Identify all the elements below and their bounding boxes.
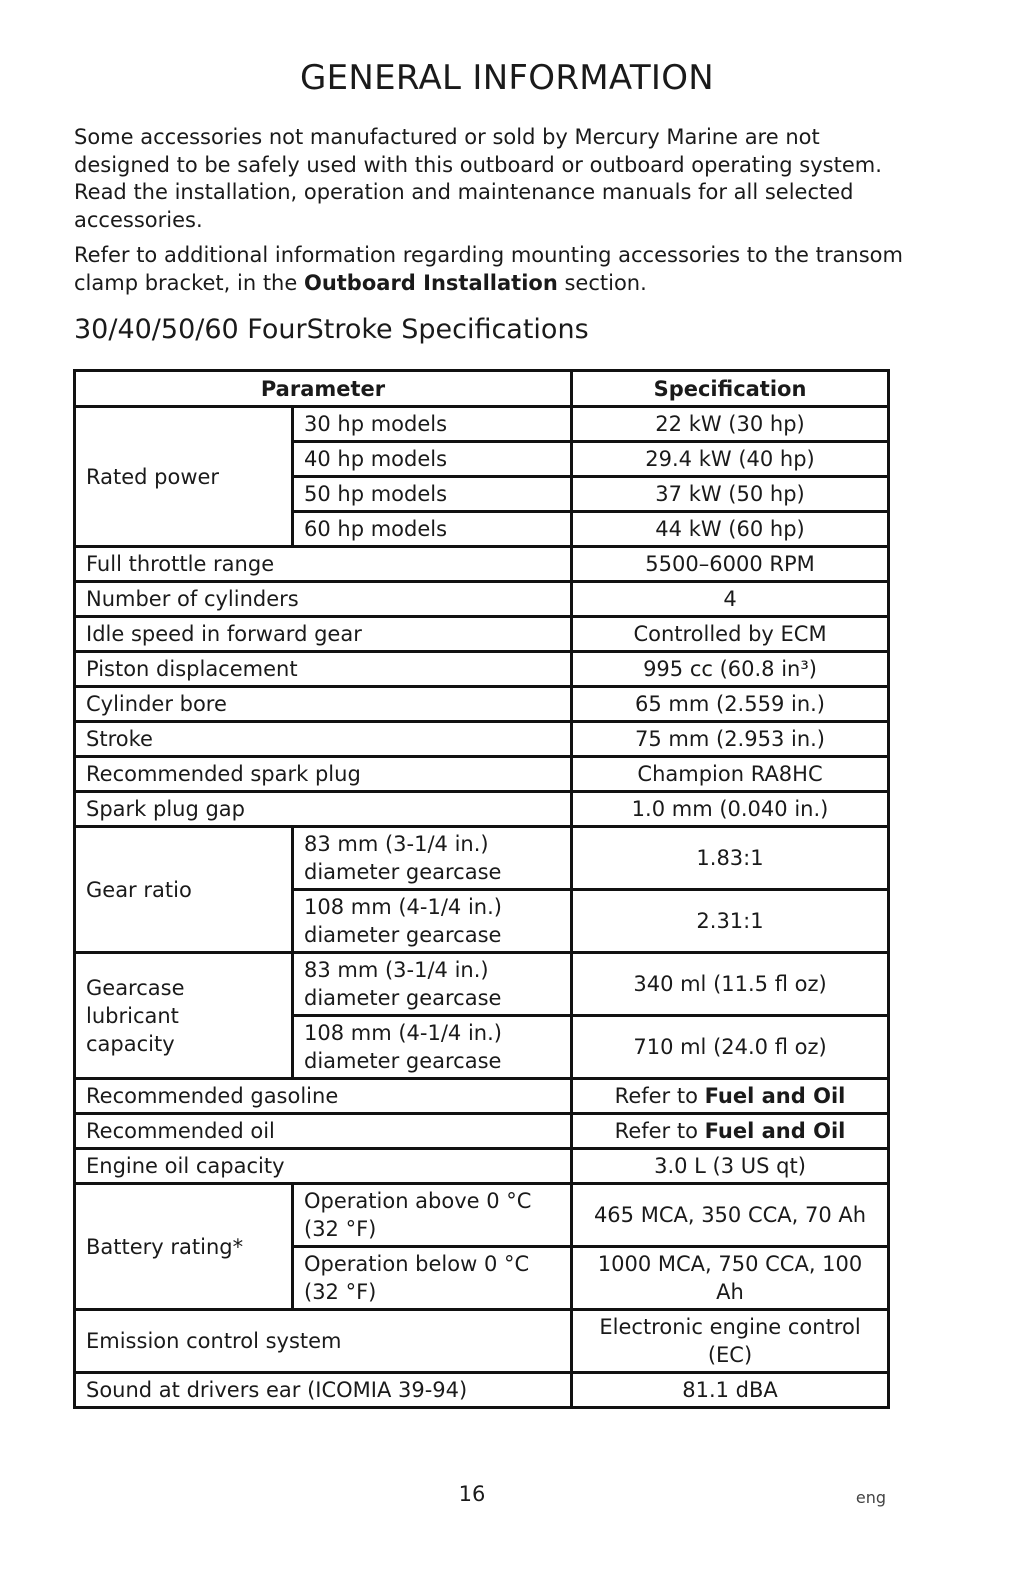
sub-line-1: 83 mm (3-1/4 in.) [304,832,489,856]
intro-paragraph-1: Some accessories not manufactured or sold by Mercury Marine are not designed to be safely used with this outboard or outboard operating system. Read the installation, operation and maintenance manuals for all selected accessories. [74,125,882,232]
sub-line-1: 108 mm (4-1/4 in.) [304,1021,502,1045]
specifications-table [73,369,890,1409]
parameter-cell: Number of cylinders [75,582,572,617]
table-row [75,1310,889,1373]
gearcase-lubricant-value: 340 ml (11.5 fl oz) [572,953,889,1016]
gear-ratio-sub [293,827,572,890]
table-row [75,1114,889,1149]
intro-p2-end: section. [557,270,647,295]
table-row [75,1079,889,1114]
sub-line-1: 83 mm (3-1/4 in.) [304,958,489,982]
language-code: eng [855,1488,886,1507]
parameter-cell: Spark plug gap [75,792,572,827]
parameter-cell: Stroke [75,722,572,757]
rated-power-sub: 30 hp models [293,407,572,442]
table-header-row [75,371,889,407]
fuel-and-oil-reference: Fuel and Oil [704,1119,846,1143]
spec-cell: 995 cc (60.8 in³) [572,652,889,687]
parameter-header: Parameter [75,371,572,407]
table-row [75,722,889,757]
parameter-cell: Emission control system [75,1310,572,1373]
table-row [75,1184,889,1247]
gearcase-lubricant-label [75,953,293,1079]
parameter-cell: Engine oil capacity [75,1149,572,1184]
spec-line-2: (EC) [707,1343,753,1367]
spec-cell: 5500–6000 RPM [572,547,889,582]
rated-power-value: 37 kW (50 hp) [572,477,889,512]
specification-header: Specification [572,371,889,407]
page-title: GENERAL INFORMATION [299,58,715,98]
spec-cell: Champion RA8HC [572,757,889,792]
table-row [75,953,889,1016]
spec-cell: 65 mm (2.559 in.) [572,687,889,722]
sub-line-2: diameter gearcase [304,986,502,1010]
sub-line-2: diameter gearcase [304,1049,502,1073]
rated-power-value: 29.4 kW (40 hp) [572,442,889,477]
gearcase-lubricant-sub [293,1016,572,1079]
table-row [75,792,889,827]
rated-power-sub: 60 hp models [293,512,572,547]
gearcase-lubricant-sub [293,953,572,1016]
gear-ratio-label: Gear ratio [75,827,293,953]
parameter-cell: Full throttle range [75,547,572,582]
refer-to-text: Refer to [614,1119,705,1143]
battery-rating-value: 1000 MCA, 750 CCA, 100 Ah [572,1247,889,1310]
refer-to-text: Refer to [614,1084,705,1108]
rated-power-sub: 40 hp models [293,442,572,477]
table-row [75,407,889,442]
table-row [75,757,889,792]
spec-cell: Controlled by ECM [572,617,889,652]
battery-rating-value: 465 MCA, 350 CCA, 70 Ah [572,1184,889,1247]
sub-line-1: Operation above 0 °C [304,1189,532,1213]
outboard-installation-reference: Outboard Installation [303,270,558,295]
spec-cell [572,1079,889,1114]
label-line-1: Gearcase lubricant [86,975,185,1028]
parameter-cell: Cylinder bore [75,687,572,722]
page-number: 16 [458,1482,486,1506]
parameter-cell: Recommended oil [75,1114,572,1149]
intro-p2-text: Refer to additional information regarding mounting accessories to the transom clamp bracket, in the [74,243,903,295]
sub-line-2: (32 °F) [304,1217,377,1241]
rated-power-label: Rated power [75,407,293,547]
gearcase-lubricant-value: 710 ml (24.0 fl oz) [572,1016,889,1079]
label-line-2: capacity [86,1031,175,1056]
table-row [75,547,889,582]
gear-ratio-value: 1.83:1 [572,827,889,890]
rated-power-sub: 50 hp models [293,477,572,512]
spec-cell [572,1114,889,1149]
spec-line-1: Electronic engine control [599,1315,861,1339]
spec-cell [572,1310,889,1373]
gear-ratio-value: 2.31:1 [572,890,889,953]
parameter-cell: Recommended gasoline [75,1079,572,1114]
spec-cell: 81.1 dBA [572,1373,889,1408]
intro-text [74,124,914,305]
table-row [75,1149,889,1184]
section-heading: 30/40/50/60 FourStroke Specifications [74,314,589,345]
spec-cell: 1.0 mm (0.040 in.) [572,792,889,827]
sub-line-1: 108 mm (4-1/4 in.) [304,895,502,919]
spec-cell: 4 [572,582,889,617]
table-row [75,617,889,652]
gear-ratio-sub [293,890,572,953]
spec-cell: 3.0 L (3 US qt) [572,1149,889,1184]
sub-line-1: Operation below 0 °C [304,1252,530,1276]
table-row [75,652,889,687]
intro-paragraph-2 [74,242,914,297]
table-row [75,582,889,617]
sub-line-2: diameter gearcase [304,923,502,947]
table-row [75,1373,889,1408]
parameter-cell: Sound at drivers ear (ICOMIA 39-94) [75,1373,572,1408]
battery-rating-label: Battery rating* [75,1184,293,1310]
battery-rating-sub [293,1247,572,1310]
sub-line-2: (32 °F) [304,1280,377,1304]
spec-cell: 75 mm (2.953 in.) [572,722,889,757]
table-row [75,687,889,722]
rated-power-value: 22 kW (30 hp) [572,407,889,442]
rated-power-value: 44 kW (60 hp) [572,512,889,547]
parameter-cell: Recommended spark plug [75,757,572,792]
sub-line-2: diameter gearcase [304,860,502,884]
parameter-cell: Piston displacement [75,652,572,687]
fuel-and-oil-reference: Fuel and Oil [704,1084,846,1108]
parameter-cell: Idle speed in forward gear [75,617,572,652]
table-row [75,827,889,890]
battery-rating-sub [293,1184,572,1247]
